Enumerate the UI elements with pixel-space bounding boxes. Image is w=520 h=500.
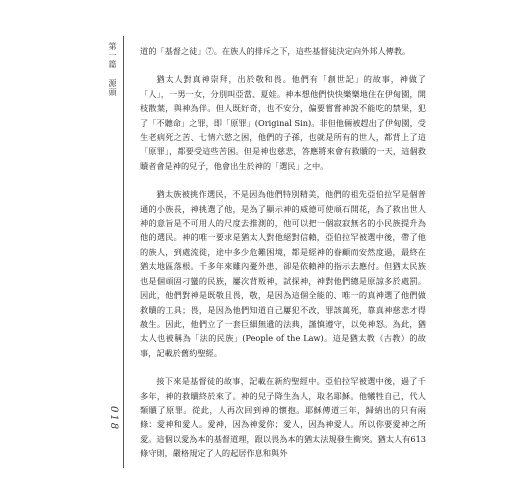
paragraph-3: 猶太族被挑作選民，不是因為他們特別精美，他們的祖先亞伯拉罕是個普通的小族長，神挑選了他，是為了顯示神的威德可使頑石開花，為了救出世人神的意旨是不可用人的尺度去推測的，他可以把一個寂寂無名的小民族提升為他的選民。神的唯一要求是猶太人對他絕對信賴，亞伯拉罕被選中後，帶了他的族人，到處流徙，途中多少危難困境，都是經神的眷顧而安然度過，最終在猶太地區落根。千多年來雖內憂外患，卻是依賴神的指示去應付。但猶太民族也是個頑固刁蠻的民族，屢次背叛神，試探神，神對他們總是原諒多於處罰。因此，他們對神是既敬且畏，敬，是因為這個全能的、唯一的真神選了他們做救贖的工具；畏，是因為他們知道自己屢犯不改，罪該萬死，靠真神慈悲才得赦生。因此，他們立了一套巨細無遺的法典，謹慎遵守，以免神怒。為此，猶太人也被稱為「法的民族」(People of the Law)。這是猶太教（古教）的故事，記載於舊約聖經。 xyxy=(140,189,426,358)
margin-rule xyxy=(123,36,124,468)
paragraph-1: 道的「基督之徒」⑦。在族人的排斥之下，這些基督徒決定向外邦人傳教。 xyxy=(140,46,411,56)
margin-header xyxy=(107,42,118,97)
page-number: 018 xyxy=(108,406,119,432)
paragraph-4: 接下來是基督徒的故事，記載在新約聖經中。亞伯拉罕被選中後，過了千多年，神的救贖終於來了。神的兒子降生為人，取名耶穌。他犧牲自己，代人類贖了原罪。從此，人再次回到神的懷抱。耶穌傳道三年，歸納出的只有兩條：愛神和愛人。愛神，因為神愛你；愛人，因為神愛人。所以你要愛神之所愛。這個以愛為本的基督道理，跟以畏為本的猶太法規發生衝突。猶太人有613條守則，嚴格規定了人的起居作息和與外 xyxy=(140,376,426,459)
part-label: 第一篇 xyxy=(108,42,117,69)
body-text xyxy=(140,44,426,461)
paragraph-2: 猶太人對真神崇拜，出於敬和畏。他們有「創世記」的故事，神做了「人」，一男一女，分別叫亞當、夏娃。神本想他們快快樂樂地住在伊甸園，開枝散葉，與神為伴。但人既好奇，也不安分，偏要嘗嘗神說不能吃的禁果，犯了「不聽命」之罪，即「原罪」(Original Sin)。非但他倆被趕出了伊甸園，受生老病死之苦、七情六慾之困，他們的子孫，也就是所有的世人，都背上了這「原罪」，都要受這些苦困。但是神也慈悲，答應將來會有救贖的一天，這個救贖者會是神的兒子，他會出生於神的「選民」之中。 xyxy=(140,74,426,171)
section-label: 源頭 xyxy=(108,79,117,97)
